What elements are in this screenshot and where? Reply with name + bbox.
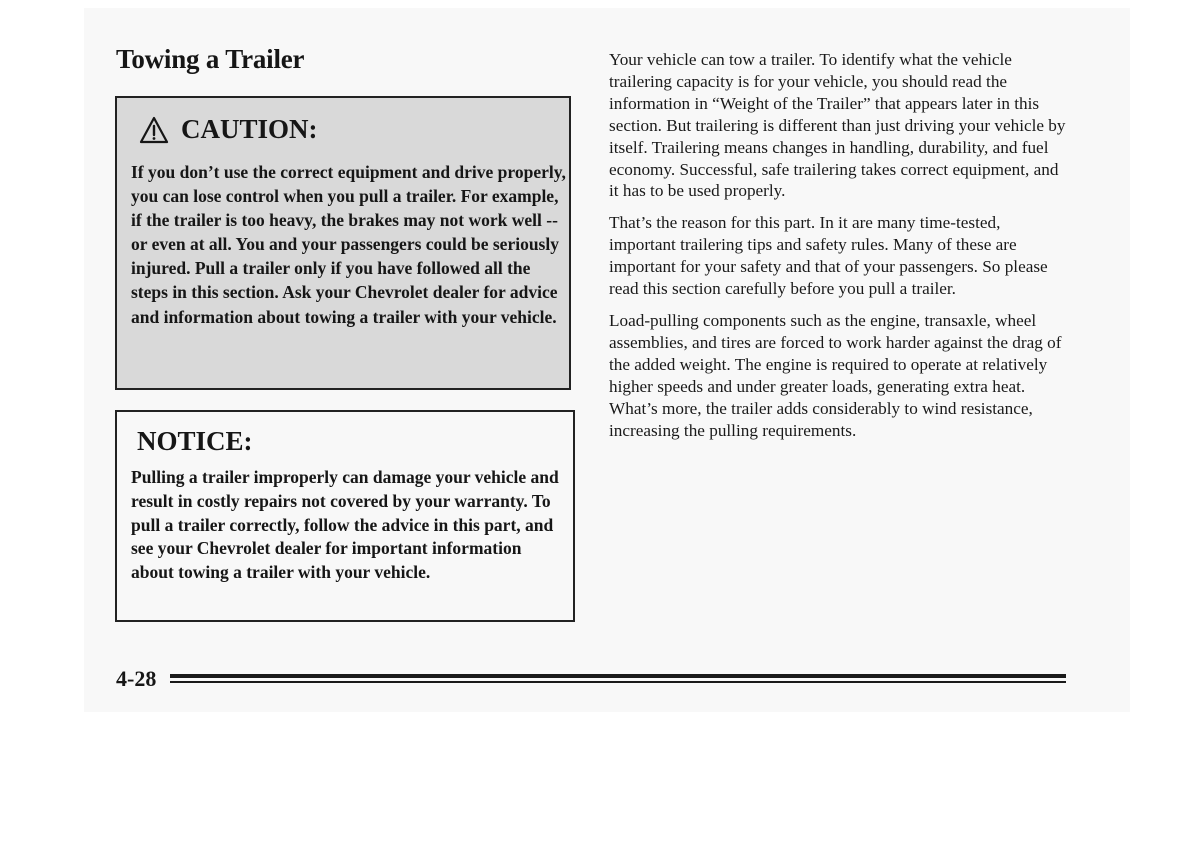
footer-rule-thin — [170, 681, 1066, 683]
paragraph-trailer-capacity: Your vehicle can tow a trailer. To identify what the vehicle trailering capacity is for your vehicle, you should read the information in “Weight of the Trailer” that appears later in this section. But trailering is different than just driving your vehicle by itself. Trailering means changes in handling, durability, and fuel economy. Successful, safe trailering takes correct equipment, and it has to be used properly. — [609, 50, 1066, 201]
paragraph-load-pulling: Load-pulling components such as the engine, transaxle, wheel assemblies, and tires are forced to work harder against the drag of the added weight. The engine is required to operate at relatively higher speeds and under greater loads, generating extra heat. What’s more, the trailer adds considerably to wind resistance, increasing the pulling requirements. — [609, 310, 1062, 440]
paragraph-safety-rules: That’s the reason for this part. In it are many time-tested, important trailering tips and safety rules. Many of these are important for your safety and that of your passengers. So please read this section carefully before you pull a trailer. — [609, 213, 1048, 299]
notice-text: Pulling a trailer improperly can damage your vehicle and result in costly repairs not covered by your warranty. To pull a trailer correctly, follow the advice in this part, and see your Chevrolet dealer for important information about towing a trailer with your vehicle. — [131, 467, 559, 583]
notice-title: NOTICE: — [137, 426, 253, 456]
caution-header — [139, 114, 318, 145]
page-number: 4-28 — [116, 666, 157, 691]
body-column — [609, 49, 1069, 451]
notice-box — [115, 410, 575, 622]
caution-text: If you don’t use the correct equipment and drive properly, you can lose control when you pull a trailer. For example, if the trailer is too heavy, the brakes may not work well -- or even at all. You and your passengers could be seriously injured. Pull a trailer only if you have followed all the steps in this section. Ask your Chevrolet dealer for advice and information about towing a trailer with your vehicle. — [131, 162, 566, 327]
page-footer — [116, 666, 1066, 696]
footer-rule-thick — [170, 674, 1066, 678]
section-title: Towing a Trailer — [116, 44, 305, 74]
warning-triangle-icon — [139, 116, 169, 144]
caution-title: CAUTION: — [181, 114, 318, 144]
caution-box — [115, 96, 571, 390]
